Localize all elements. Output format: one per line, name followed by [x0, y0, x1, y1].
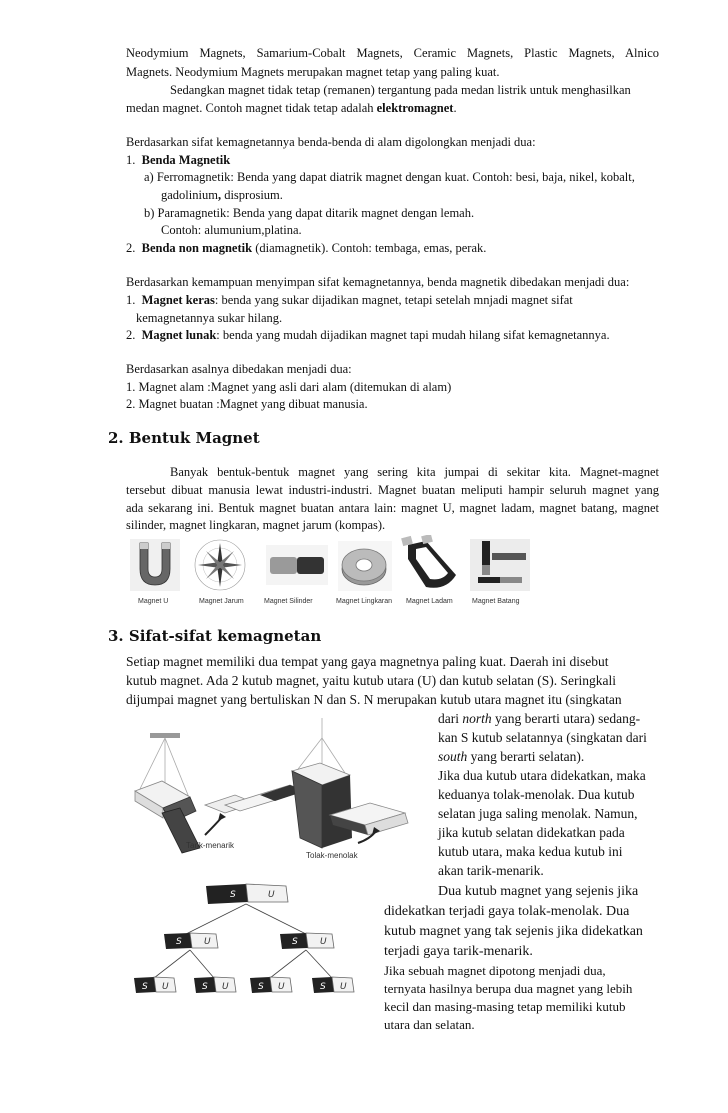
sifat-item-2: 2. Benda non magnetik (diamagnetik). Contoh: tembaga, emas, perak. [126, 241, 487, 255]
pole-u-bottom-3: U [278, 982, 285, 992]
right-line-2: kan S kutub selatannya (singkatan dari [438, 730, 647, 745]
pole-s-bottom-2: S [202, 982, 208, 992]
section-2-line-1: Banyak bentuk-bentuk magnet yang sering kita jumpai di sekitar kita. Magnet-magnet [170, 465, 659, 479]
right-line-17: utara dan selatan. [384, 1017, 475, 1032]
right-line-6: selatan juga saling menolak. Namun, [438, 806, 638, 821]
pole-s-mid-right: S [292, 937, 298, 947]
pole-u-mid-left: U [204, 937, 211, 947]
intro-line-4: medan magnet. Contoh magnet tidak tetap adalah elektromagnet. [126, 101, 457, 115]
pole-interaction-figure [130, 713, 430, 869]
sifat-item-a-line-1: a) Ferromagnetik: Benda yang dapat diatrik magnet dengan kuat. Contoh: besi, baja, nikel, kobalt, [144, 170, 635, 184]
sifat-item-a-line-2: gadolinium, disprosium. [161, 188, 283, 202]
sifat-item-1: 1. Benda Magnetik [126, 153, 231, 167]
pole-u-bottom-4: U [340, 982, 347, 992]
kemampuan-item-1: 1. Magnet keras: benda yang sukar dijadikan magnet, tetapi setelah mnjadi magnet sifat [126, 293, 573, 307]
pole-s-top: S [230, 890, 236, 900]
section-3-line-2: kutub magnet. Ada 2 kutub magnet, yaitu kutub utara (U) dan kutub selatan (S). Seringkali [126, 673, 617, 688]
magnet-lingkaran-image [338, 541, 392, 591]
right-line-10: Dua kutub magnet yang sejenis jika [438, 884, 639, 899]
caption-magnet-u: Magnet U [138, 598, 169, 605]
sifat-intro: Berdasarkan sifat kemagnetannya benda-benda di alam digolongkan menjadi dua: [126, 135, 536, 149]
asal-intro: Berdasarkan asalnya dibedakan menjadi dua: [126, 362, 352, 376]
pole-u-bottom-1: U [162, 982, 169, 992]
right-line-9: akan tarik-menarik. [438, 863, 544, 878]
right-line-13: terjadi gaya tarik-menarik. [384, 944, 533, 959]
section-3-line-3: dijumpai magnet yang bertuliskan N dan S. N merupakan kutub utara magnet itu (singkatan [126, 692, 622, 707]
right-line-16: kecil dan masing-masing tetap memiliki kutub [384, 999, 626, 1014]
magnet-u-image [130, 539, 180, 591]
right-line-7: jika kutub selatan didekatkan pada [438, 825, 625, 840]
pole-u-bottom-2: U [222, 982, 229, 992]
section-3-heading: 3. Sifat-sifat kemagnetan [108, 627, 322, 645]
kemampuan-intro: Berdasarkan kemampuan menyimpan sifat kemagnetannya, benda magnetik dibedakan menjadi dua: [126, 275, 630, 289]
right-line-12: kutub magnet yang tak sejenis jika didekatkan [384, 924, 643, 939]
intro-line-2: Magnets. Neodymium Magnets merupakan magnet tetap yang paling kuat. [126, 65, 500, 79]
asal-item-2: 2. Magnet buatan :Magnet yang dibuat manusia. [126, 397, 368, 411]
pole-u-top: U [268, 890, 275, 900]
right-line-14: Jika sebuah magnet dipotong menjadi dua, [384, 963, 606, 978]
caption-magnet-ladam: Magnet Ladam [406, 598, 453, 605]
caption-magnet-lingkaran: Magnet Lingkaran [336, 598, 393, 605]
right-line-3: south yang berarti selatan). [438, 749, 585, 764]
intro-line-1: Neodymium Magnets, Samarium-Cobalt Magnets, Ceramic Magnets, Plastic Magnets, Alnico [126, 46, 659, 60]
magnet-batang-image [470, 539, 530, 591]
magnet-jarum-image [195, 540, 245, 590]
right-line-5: keduanya tolak-menolak. Dua kutub [438, 787, 635, 802]
pole-s-mid-left: S [176, 937, 182, 947]
right-line-4: Jika dua kutub utara didekatkan, maka [438, 768, 646, 783]
intro-line-3: Sedangkan magnet tidak tetap (remanen) tergantung pada medan listrik untuk menghasilkan [170, 83, 631, 97]
right-line-1: dari north yang berarti utara) sedang- [438, 711, 641, 726]
magnet-ladam-image [401, 535, 456, 588]
pole-u-mid-right: U [320, 937, 327, 947]
kemampuan-item-1-line-2: kemagnetannya sukar hilang. [136, 311, 283, 325]
right-line-8: kutub utara, maka kedua kutub ini [438, 844, 623, 859]
sifat-item-b-line-2: Contoh: alumunium,platina. [161, 223, 302, 237]
caption-magnet-silinder: Magnet Silinder [264, 598, 313, 605]
section-2-line-4: silinder, magnet lingkaran, magnet jarum (kompas). [126, 518, 386, 532]
section-3-line-1: Setiap magnet memiliki dua tempat yang gaya magnetnya paling kuat. Daerah ini disebut [126, 654, 609, 669]
asal-item-1: 1. Magnet alam :Magnet yang asli dari alam (ditemukan di alam) [126, 380, 452, 394]
label-tolak-menolak: Tolak-menolak [306, 851, 358, 860]
pole-s-bottom-4: S [320, 982, 326, 992]
section-2-line-2: tersebut dibuat manusia lewat industri-industri. Magnet buatan meliputi hampir seluruh magnet yang [126, 483, 659, 497]
right-line-15: ternyata hasilnya berupa dua magnet yang lebih [384, 981, 633, 996]
pole-s-bottom-1: S [142, 982, 148, 992]
magnet-shapes-figure [126, 535, 534, 595]
kemampuan-item-2: 2. Magnet lunak: benda yang mudah dijadikan magnet tapi mudah hilang sifat kemagnetannya. [126, 328, 610, 342]
pole-s-bottom-3: S [258, 982, 264, 992]
section-2-heading: 2. Bentuk Magnet [108, 429, 260, 447]
section-2-line-3: ada sekarang ini. Bentuk magnet buatan antara lain: magnet U, magnet ladam, magnet batang, magnet [126, 501, 659, 515]
right-line-11: didekatkan terjadi gaya tolak-menolak. Dua [384, 904, 630, 919]
sifat-item-b-line-1: b) Paramagnetik: Benda yang dapat ditarik magnet dengan lemah. [144, 206, 475, 220]
broken-magnet-tree-figure [130, 880, 380, 1000]
caption-magnet-jarum: Magnet Jarum [199, 598, 244, 605]
label-tarik-menarik: Tarik-menarik [186, 841, 235, 850]
caption-magnet-batang: Magnet Batang [472, 598, 520, 605]
magnet-silinder-image [266, 545, 328, 585]
